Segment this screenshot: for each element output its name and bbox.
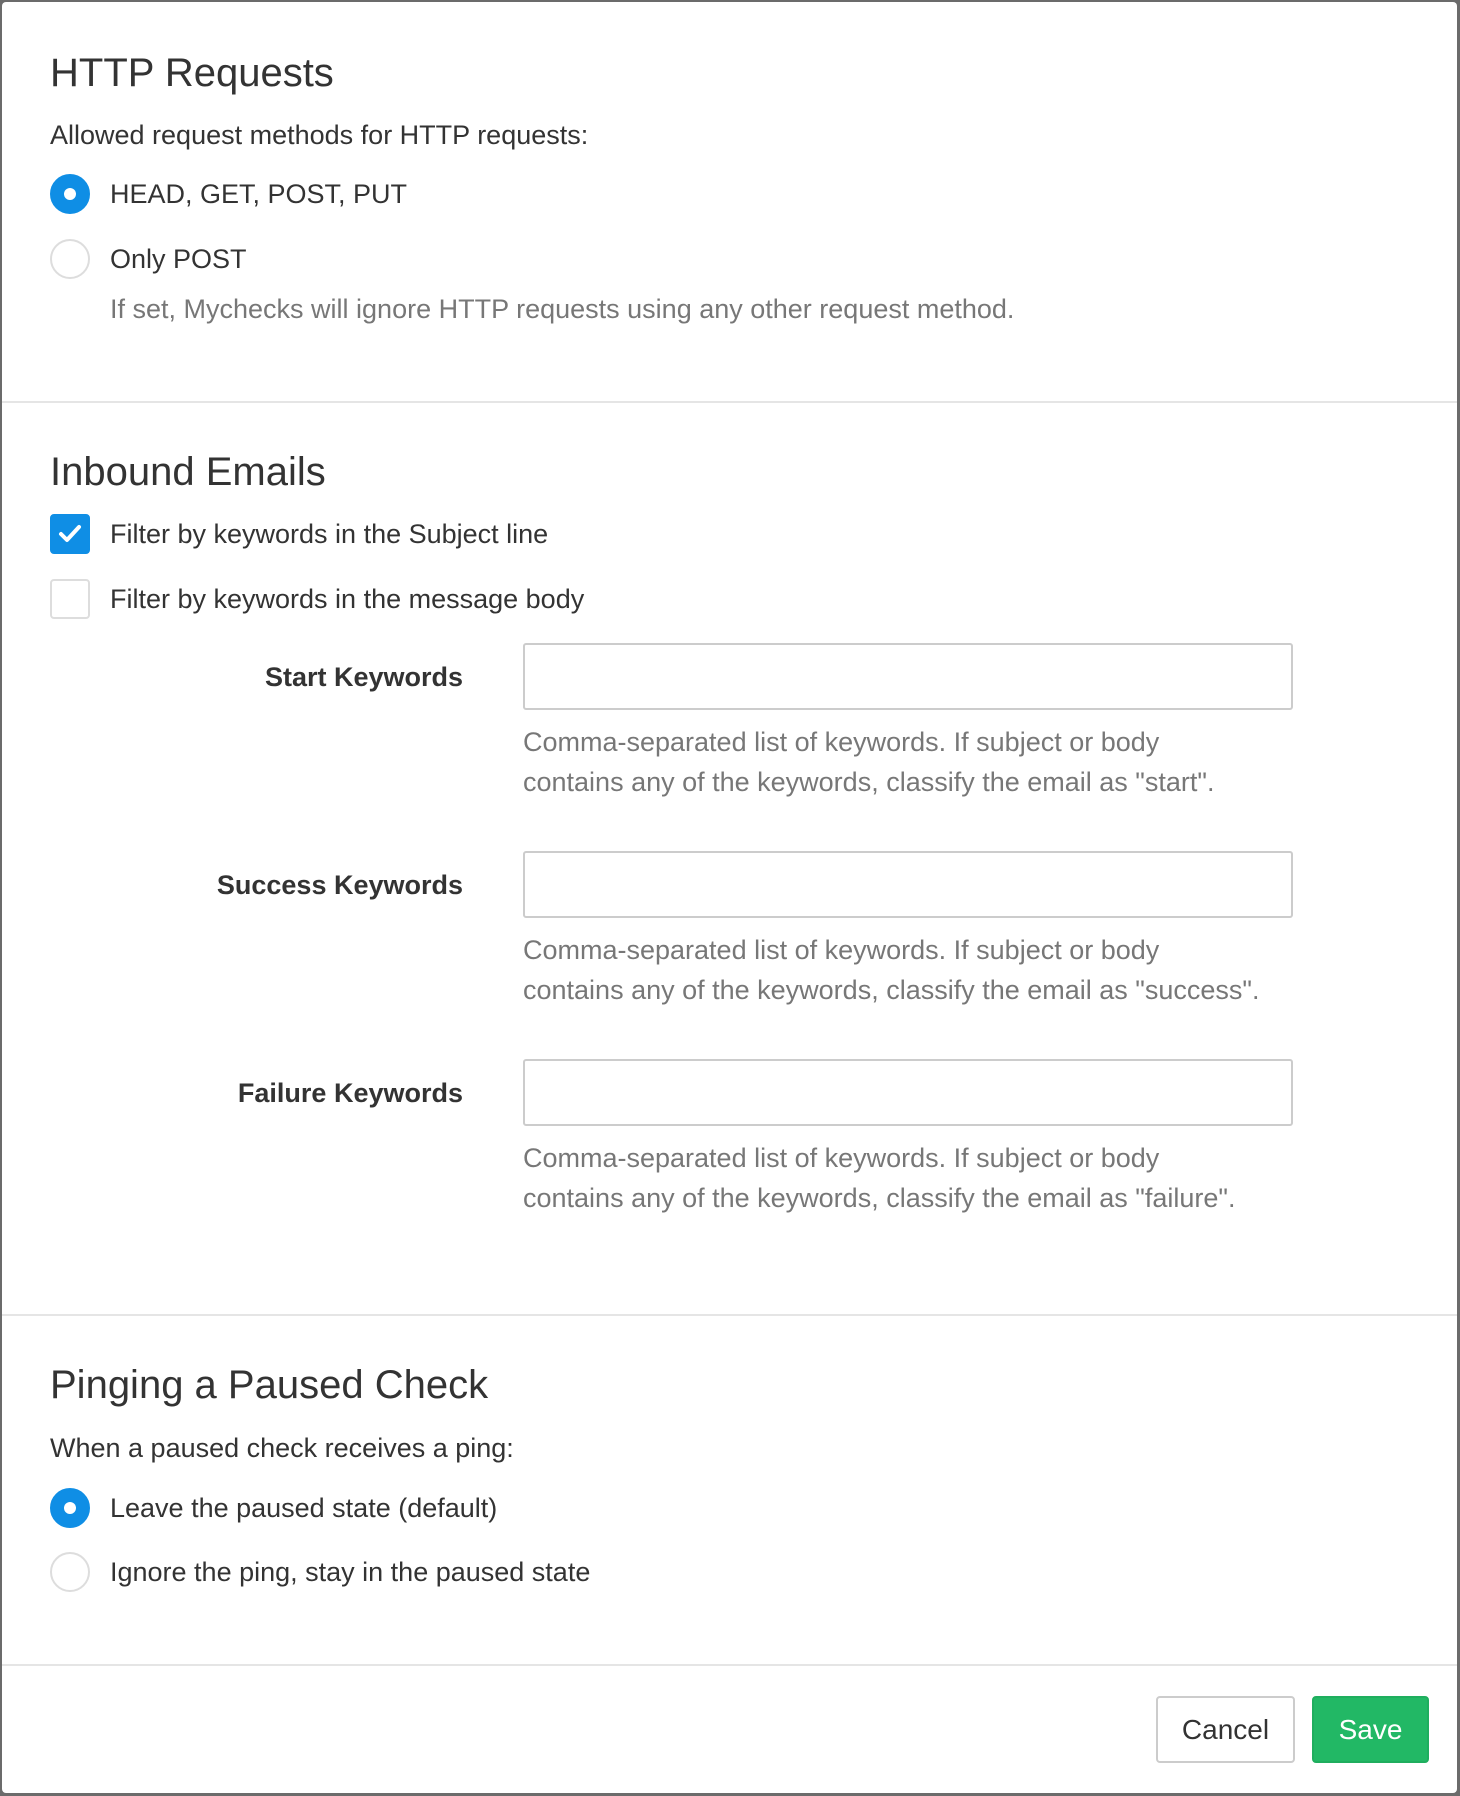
start-keywords-label: Start Keywords (264, 662, 463, 692)
checkbox-label[interactable]: Filter by keywords in the message body (110, 584, 585, 614)
radio-label[interactable]: HEAD, GET, POST, PUT (110, 179, 408, 209)
radio-ignore-ping[interactable] (50, 1552, 90, 1592)
radio-http-all-methods[interactable] (50, 174, 90, 214)
divider (2, 1314, 1457, 1316)
start-keywords-input[interactable] (523, 643, 1293, 710)
start-keywords-help: Comma-separated list of keywords. If subject or body (523, 727, 1160, 757)
section-title-paused: Pinging a Paused Check (50, 1363, 489, 1407)
start-keywords-help: contains any of the keywords, classify the email as "start". (523, 767, 1215, 797)
http-help: If set, Mychecks will ignore HTTP requests using any other request method. (110, 294, 1015, 324)
checkbox-label[interactable]: Filter by keywords in the Subject line (110, 519, 549, 549)
section-title-http: HTTP Requests (50, 51, 334, 95)
success-keywords-label: Success Keywords (216, 870, 463, 900)
checkbox-filter-subject[interactable] (50, 514, 90, 554)
radio-label[interactable]: Ignore the ping, stay in the paused state (110, 1557, 591, 1587)
failure-keywords-help: contains any of the keywords, classify the email as "failure". (523, 1183, 1236, 1213)
radio-label[interactable]: Leave the paused state (default) (110, 1493, 498, 1523)
section-title-email: Inbound Emails (50, 450, 326, 494)
divider (2, 401, 1457, 403)
filtering-rules-modal (2, 2, 1457, 1793)
radio-leave-paused[interactable] (50, 1488, 90, 1528)
cancel-button[interactable]: Cancel (1156, 1696, 1295, 1763)
success-keywords-help: contains any of the keywords, classify the email as "success". (523, 975, 1260, 1005)
failure-keywords-label: Failure Keywords (237, 1078, 463, 1108)
save-button[interactable]: Save (1312, 1696, 1429, 1763)
failure-keywords-help: Comma-separated list of keywords. If subject or body (523, 1143, 1160, 1173)
checkmark-icon (52, 516, 88, 552)
failure-keywords-input[interactable] (523, 1059, 1293, 1126)
http-prompt: Allowed request methods for HTTP requests: (50, 120, 589, 150)
footer-divider (2, 1664, 1457, 1666)
radio-label[interactable]: Only POST (110, 244, 247, 274)
radio-http-only-post[interactable] (50, 239, 90, 279)
success-keywords-help: Comma-separated list of keywords. If subject or body (523, 935, 1160, 965)
paused-prompt: When a paused check receives a ping: (50, 1433, 514, 1463)
success-keywords-input[interactable] (523, 851, 1293, 918)
checkbox-filter-body[interactable] (50, 579, 90, 619)
